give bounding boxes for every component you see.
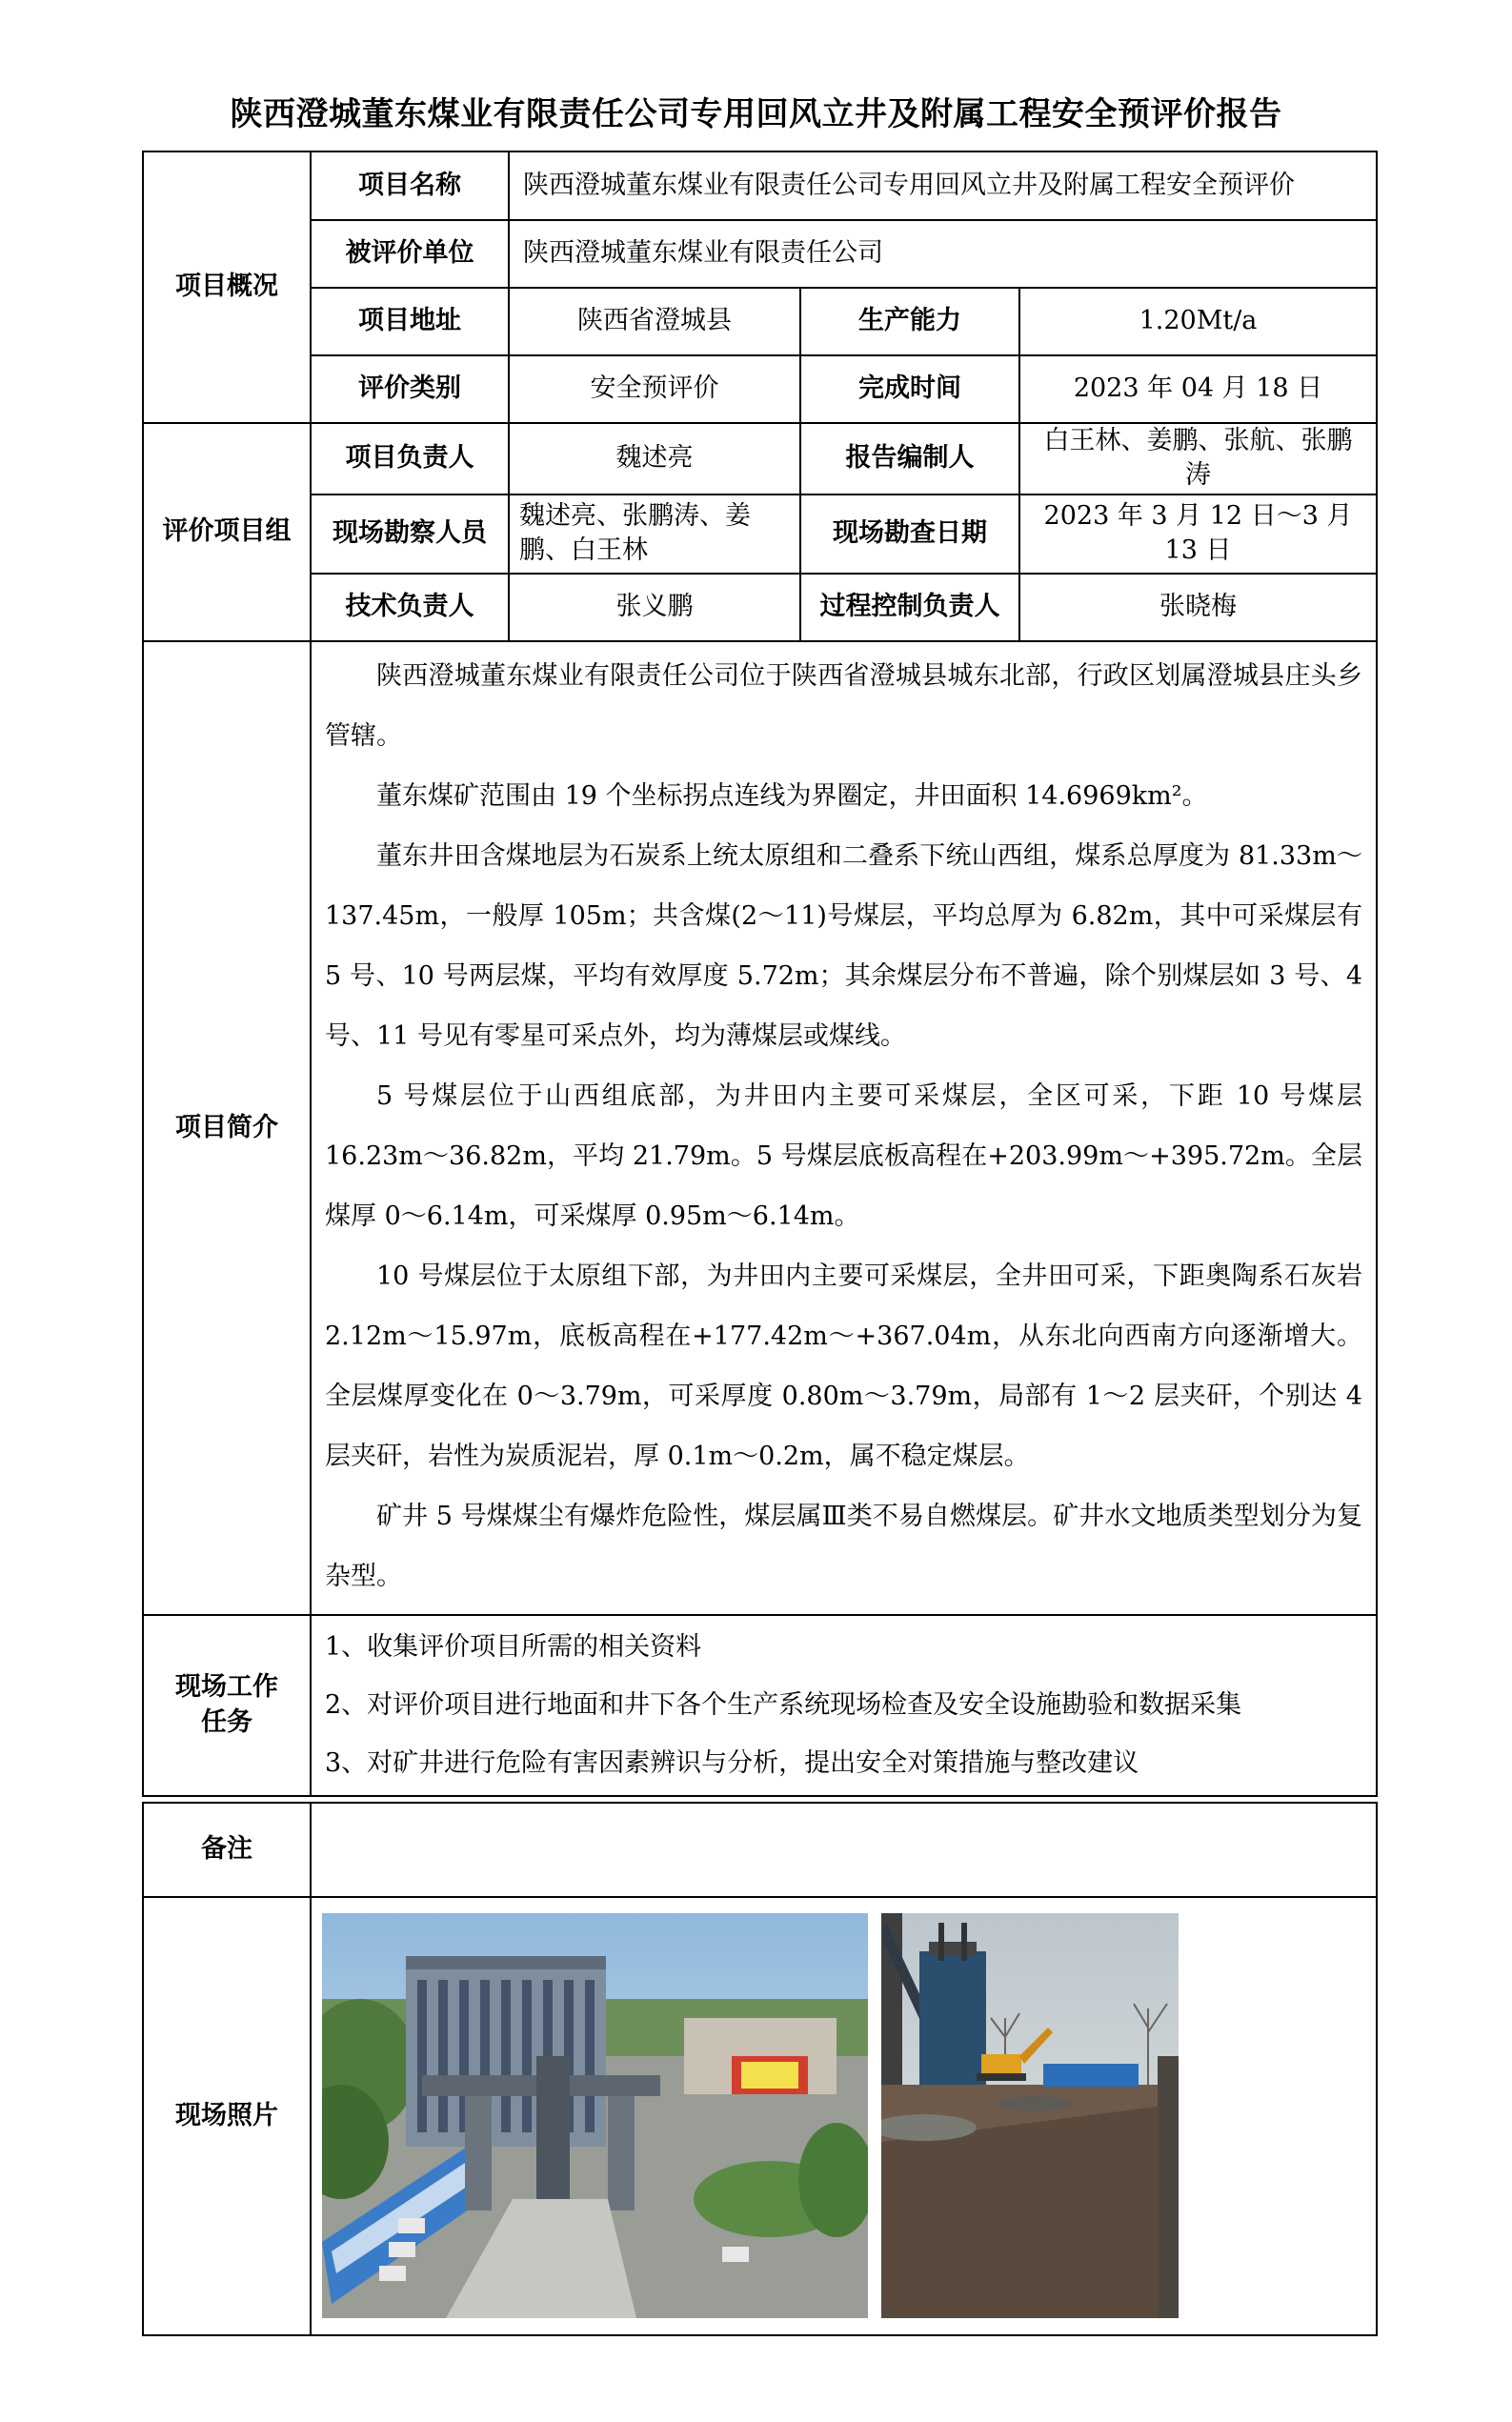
project-name-value: 陕西澄城董东煤业有限责任公司专用回风立井及附属工程安全预评价 xyxy=(509,151,1377,220)
project-name-label: 项目名称 xyxy=(311,151,509,220)
tasks-section-label: 现场工作任务 xyxy=(143,1615,311,1796)
overview-section-label: 项目概况 xyxy=(143,151,311,423)
intro-content xyxy=(311,641,1377,1615)
survey-date-label: 现场勘查日期 xyxy=(800,494,1019,574)
remarks-label: 备注 xyxy=(143,1803,311,1897)
survey-date-value: 2023 年 3 月 12 日～3 月 13 日 xyxy=(1019,494,1377,574)
remarks-value xyxy=(311,1803,1377,1897)
intro-paragraph: 矿井 5 号煤煤尘有爆炸危险性，煤层属Ⅲ类不易自燃煤层。矿井水文地质类型划分为复杂型。 xyxy=(325,1501,1362,1591)
survey-staff-label: 现场勘察人员 xyxy=(311,494,509,574)
intro-section-label: 项目简介 xyxy=(143,641,311,1615)
task-item: 1、收集评价项目所需的相关资料 xyxy=(325,1632,702,1663)
leader-label: 项目负责人 xyxy=(311,423,509,494)
intro-paragraph: 5 号煤层位于山西组底部，为井田内主要可采煤层，全区可采，下距 10 号煤层 16.23m～36.82m，平均 21.79m。5 号煤层底板高程在+203.99m～+395.72m。全层煤厚 0～6.14m，可采煤厚 0.95m～6.14m。 xyxy=(325,1080,1362,1231)
capacity-value: 1.20Mt/a xyxy=(1019,288,1377,355)
task-item: 2、对评价项目进行地面和井下各个生产系统现场检查及安全设施勘验和数据采集 xyxy=(325,1690,1242,1721)
evaluated-unit-label: 被评价单位 xyxy=(311,220,509,288)
compiler-value: 白王林、姜鹏、张航、张鹏涛 xyxy=(1019,423,1377,494)
address-value: 陕西省澄城县 xyxy=(509,288,800,355)
completion-value: 2023 年 04 月 18 日 xyxy=(1019,355,1377,423)
photos-cell xyxy=(311,1897,1377,2335)
eval-type-value: 安全预评价 xyxy=(509,355,800,423)
site-photo-shaft xyxy=(881,1913,1179,2318)
site-photo-office xyxy=(322,1913,868,2318)
report-info-table xyxy=(142,151,1378,1797)
tech-value: 张义鹏 xyxy=(509,574,800,641)
process-label: 过程控制负责人 xyxy=(800,574,1019,641)
tasks-content xyxy=(311,1615,1377,1796)
leader-value: 魏述亮 xyxy=(509,423,800,494)
intro-paragraph: 10 号煤层位于太原组下部，为井田内主要可采煤层，全井田可采，下距奥陶系石灰岩 2.12m～15.97m，底板高程在+177.42m～+367.04m，从东北向西南方向逐渐增大。全层煤厚变化在 0～3.79m，可采厚度 0.80m～3.79m，局部有 1～2 层夹矸，个别达 4 层夹矸，岩性为炭质泥岩，厚 0.1m～0.2m，属不稳定煤层。 xyxy=(325,1261,1362,1471)
intro-paragraph: 陕西澄城董东煤业有限责任公司位于陕西省澄城县城东北部，行政区划属澄城县庄头乡管辖。 xyxy=(325,660,1362,751)
remarks-photos-table xyxy=(142,1802,1378,2336)
evaluated-unit-value: 陕西澄城董东煤业有限责任公司 xyxy=(509,220,1377,288)
intro-paragraph: 董东煤矿范围由 19 个坐标拐点连线为界圈定，井田面积 14.6969km²。 xyxy=(376,780,1208,811)
intro-paragraph: 董东井田含煤地层为石炭系上统太原组和二叠系下统山西组，煤系总厚度为 81.33m～137.45m，一般厚 105m；共含煤(2～11)号煤层，平均总厚为 6.82m，其中可采煤层有 5 号、10 号两层煤，平均有效厚度 5.72m；其余煤层分布不普遍，除个别煤层如 3 号、4 号、11 号见有零星可采点外，均为薄煤层或煤线。 xyxy=(325,840,1362,1051)
eval-type-label: 评价类别 xyxy=(311,355,509,423)
task-item: 3、对矿井进行危险有害因素辨识与分析，提出安全对策措施与整改建议 xyxy=(325,1748,1139,1779)
compiler-label: 报告编制人 xyxy=(800,423,1019,494)
process-value: 张晓梅 xyxy=(1019,574,1377,641)
tech-label: 技术负责人 xyxy=(311,574,509,641)
report-title: 陕西澄城董东煤业有限责任公司专用回风立井及附属工程安全预评价报告 xyxy=(230,95,1282,133)
photos-label: 现场照片 xyxy=(143,1897,311,2335)
survey-staff-value: 魏述亮、张鹏涛、姜鹏、白王林 xyxy=(509,494,800,574)
capacity-label: 生产能力 xyxy=(800,288,1019,355)
completion-label: 完成时间 xyxy=(800,355,1019,423)
team-section-label: 评价项目组 xyxy=(143,423,311,641)
address-label: 项目地址 xyxy=(311,288,509,355)
